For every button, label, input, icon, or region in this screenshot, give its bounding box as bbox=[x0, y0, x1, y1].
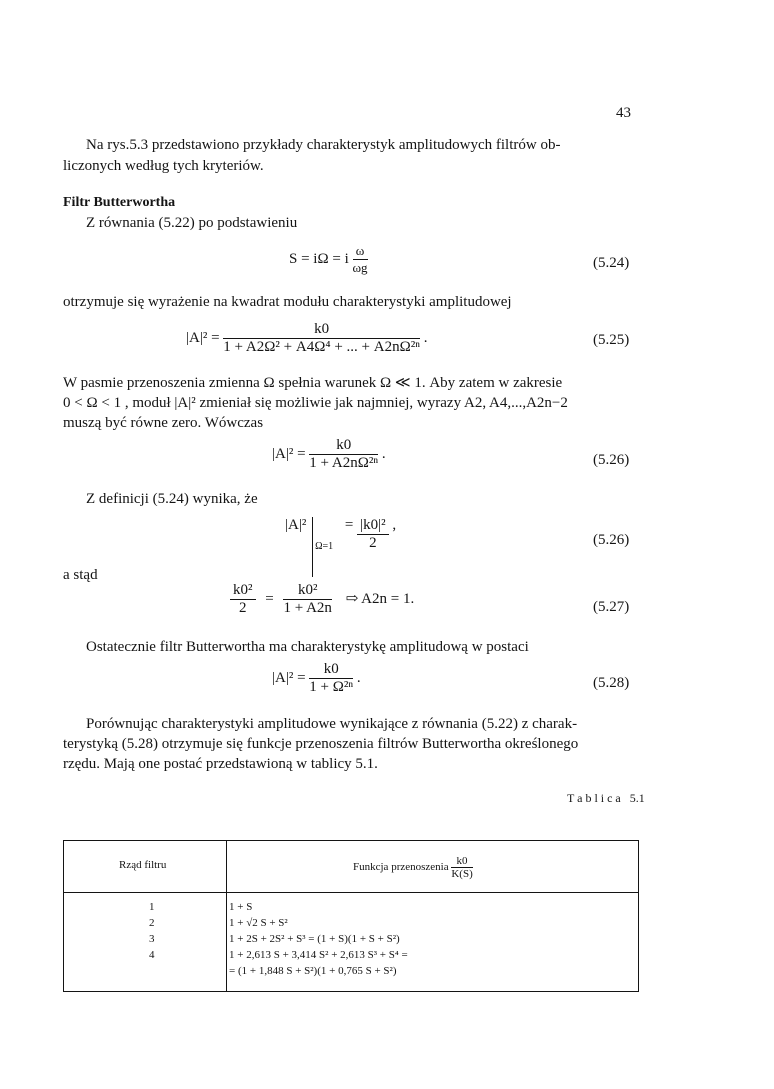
equation-label-5-26a: (5.26) bbox=[593, 452, 630, 468]
intro-line-1: Na rys.5.3 przedstawiono przykłady charakterystyk amplitudowych filtrów ob- bbox=[86, 137, 561, 153]
paragraph-3-line-3: muszą być równe zero. Wówczas bbox=[63, 415, 264, 431]
paragraph-3-line-1: W pasmie przenoszenia zmienna Ω spełnia warunek Ω ≪ 1. Aby zatem w zakresie bbox=[63, 375, 563, 391]
paragraph-4: Z definicji (5.24) wynika, że bbox=[86, 491, 258, 507]
table-row: 1 + 2,613 S + 3,414 S² + 2,613 S³ + S⁴ = bbox=[229, 949, 408, 961]
paragraph-6-line-2: terystyką (5.28) otrzymuje się funkcje przenoszenia filtrów Butterwortha określonego bbox=[63, 736, 579, 752]
table-row: 1 bbox=[149, 901, 155, 913]
equation-5-24: S = iΩ = i $\frac{\omega}{\omega g}$ bbox=[289, 243, 368, 275]
paragraph-2: otrzymuje się wyrażenie na kwadrat modułu charakterystyki amplitudowej bbox=[63, 294, 512, 310]
table-header bbox=[64, 841, 638, 893]
order-column bbox=[149, 899, 155, 963]
paragraph-3-line-2: 0 < Ω < 1 , moduł |A|² zmieniał się możliwie jak najmniej, wyrazy A2, A4,...,A2n−2 bbox=[63, 395, 568, 411]
equation-label-5-24: (5.24) bbox=[593, 255, 630, 271]
equation-5-26a: |A|² = $\frac{k0}{\text{1 + A2nΩ²ⁿ}}$ . bbox=[272, 437, 386, 471]
section-title: Filtr Butterwortha bbox=[63, 195, 176, 210]
equation-label-5-26b: (5.26) bbox=[593, 532, 630, 548]
equation-5-27: $\frac{\text{k0²}}{2}$ = $\frac{\text{k0²}}{1 + A2n}$ ⇨ A2n = 1. bbox=[230, 582, 414, 617]
equation-5-26b: |A|² Ω=1 = $\frac{\text{|k0|²}}{2}$ , bbox=[285, 517, 396, 577]
equation-label-5-25: (5.25) bbox=[593, 332, 630, 348]
table-caption: T a b l i c a 5.1 bbox=[567, 791, 645, 805]
function-column bbox=[229, 899, 408, 979]
equation-5-28: |A|² = $\frac{k0}{\text{1 + Ω²ⁿ}}$ . bbox=[272, 661, 361, 695]
table-row: 3 bbox=[149, 933, 155, 945]
paragraph-5: Ostatecznie filtr Butterwortha ma charakterystykę amplitudową w postaci bbox=[86, 639, 529, 655]
table-row: 1 + S bbox=[229, 901, 253, 913]
table-5-1 bbox=[63, 840, 639, 992]
paragraph-6-line-3: rzędu. Mają one postać przedstawioną w tablicy 5.1. bbox=[63, 756, 378, 772]
table-row: 1 + √2 S + S² bbox=[229, 917, 288, 929]
table-row: 4 bbox=[149, 949, 155, 961]
table-row: 1 + 2S + 2S² + S³ = (1 + S)(1 + S + S²) bbox=[229, 933, 400, 945]
a-stad-label: a stąd bbox=[63, 567, 98, 583]
intro-line-2: liczonych według tych kryteriów. bbox=[63, 158, 264, 174]
column-header-function: Funkcja przenoszenia $\frac{k0}{K(S)}$ bbox=[353, 855, 473, 880]
column-header-order: Rząd filtru bbox=[119, 859, 167, 871]
equation-5-25: |A|² = $\frac{k0}{\text{1 + A2Ω² + A4Ω⁴ + ... + A2nΩ²ⁿ}}$ . bbox=[186, 321, 428, 355]
table-row: = (1 + 1,848 S + S²)(1 + 0,765 S + S²) bbox=[229, 965, 397, 977]
page-number: 43 bbox=[616, 105, 631, 121]
paragraph-1: Z równania (5.22) po podstawieniu bbox=[86, 215, 298, 231]
equation-label-5-28: (5.28) bbox=[593, 675, 630, 691]
paragraph-6-line-1: Porównując charakterystyki amplitudowe wynikające z równania (5.22) z charak- bbox=[86, 716, 578, 732]
table-row: 2 bbox=[149, 917, 155, 929]
equation-label-5-27: (5.27) bbox=[593, 599, 630, 615]
